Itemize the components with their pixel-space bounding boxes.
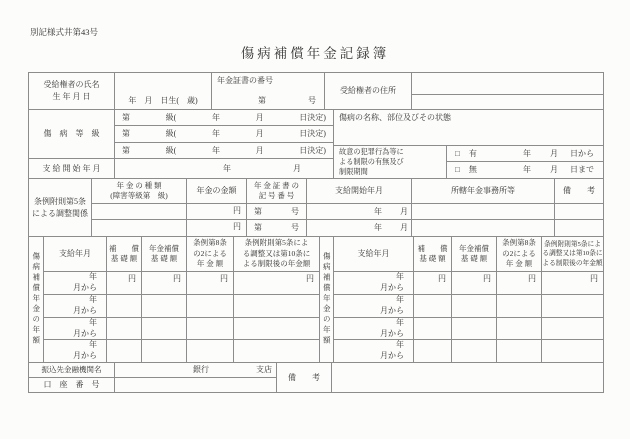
base-1: 補 償 <box>417 243 448 253</box>
grade-day-decided: 日決定) <box>299 129 326 138</box>
rt-row3-pbase <box>451 317 496 339</box>
adj-1: 条例附則第5条によ <box>544 240 601 248</box>
pension-vertical-label-right <box>319 236 333 362</box>
injury-grade-label-text: 傷 病 等 級 <box>43 129 100 138</box>
bank-name-label-text: 振込先金融機関名 <box>41 365 102 375</box>
amount-header-text: 年金の金額 <box>196 186 237 195</box>
grade-month: 月 <box>255 129 264 138</box>
grade-row-1 <box>114 109 333 125</box>
adj-2: る調整又は第10条に <box>242 248 311 258</box>
grade-dai: 第 <box>122 129 130 138</box>
grade-row-3 <box>114 142 333 158</box>
account-number-field <box>114 377 276 392</box>
payment-start-label-text: 支 給 開 始 年 月 <box>42 163 101 173</box>
year-label: 年 <box>396 340 404 350</box>
year-label: 年 <box>396 295 404 305</box>
restriction-to-year: 年 <box>523 165 531 174</box>
lt-header-art8 <box>186 236 233 271</box>
month-from-label: 月から <box>73 351 97 360</box>
restriction-no-row <box>446 161 603 178</box>
yen-unit: 円 <box>528 274 536 283</box>
crime-line-1: 故意の犯罪行為等に <box>339 147 404 156</box>
rt-row2-adjusted <box>541 294 603 317</box>
yes-label: 有 <box>468 148 477 158</box>
checkbox-yes-icon: □ <box>455 148 460 158</box>
adj-3: よる制限後の年金額 <box>242 259 311 269</box>
rt-row1-ym <box>333 271 413 294</box>
bottom-remarks-field <box>331 362 603 392</box>
address-field-line2 <box>411 94 603 109</box>
start-header-text: 支給開始年月 <box>335 186 383 195</box>
adj-2: る調整又は第10条に <box>542 250 603 258</box>
month-from-label: 月から <box>73 306 97 315</box>
adj-row2-start <box>306 219 411 236</box>
rt-row2-art8 <box>496 294 541 317</box>
month-label: 月 <box>400 223 408 232</box>
account-number-label <box>29 377 114 392</box>
rt-header-base <box>413 236 451 271</box>
disease-name-cell <box>333 109 603 145</box>
grade-day-decided: 日決定) <box>299 145 326 155</box>
disease-name-label: 傷病の名称、部位及びその状態 <box>339 113 451 122</box>
adj-1: 条例附則第5条によ <box>244 238 309 248</box>
rt-row4-ym <box>333 339 413 362</box>
rt-header-art8 <box>496 236 541 271</box>
bottom-remarks-label <box>276 362 331 392</box>
cert-go-label: 号 <box>308 96 316 105</box>
yen-unit: 円 <box>233 206 241 215</box>
recipient-birth-label: 生 年 月 日 <box>52 92 91 101</box>
adj-row1-start <box>306 203 411 219</box>
adj-row2-amount <box>186 219 246 236</box>
lt-header-pension-base <box>141 236 186 271</box>
yen-unit: 円 <box>483 274 491 283</box>
lt-row4-base <box>106 339 141 362</box>
rt-row1-art8 <box>496 271 541 294</box>
injury-grade-label <box>29 109 114 158</box>
recipient-name-label: 受給権者の氏名 <box>43 80 100 89</box>
rt-row3-ym <box>333 317 413 339</box>
header-remarks <box>554 178 603 203</box>
header-pension-amount <box>186 178 246 203</box>
restriction-day-to: 日まで <box>570 165 594 174</box>
kind-line-1: 年 金 の 種 類 <box>116 180 162 190</box>
restriction-yes-row <box>446 145 603 161</box>
rt-row1-pbase <box>451 271 496 294</box>
go-label: 号 <box>291 206 299 216</box>
yen-unit: 円 <box>233 222 241 231</box>
pay-ym-text: 支給年月 <box>357 249 390 258</box>
rt-row2-pbase <box>451 294 496 317</box>
lt-row1-ym <box>43 271 106 294</box>
adj-row1-amount <box>186 203 246 219</box>
month-from-label: 月から <box>380 283 404 292</box>
pbase-1: 年金補償 <box>459 243 489 253</box>
adj-row2-remarks <box>554 219 603 236</box>
adj-3: よる制限後の年金額 <box>542 259 603 267</box>
rt-header-pension-base <box>451 236 496 271</box>
rt-row4-pbase <box>451 339 496 362</box>
month-from-label: 月から <box>380 351 404 360</box>
lt-header-pay-ym <box>43 236 106 271</box>
lt-row2-adjusted <box>233 294 319 317</box>
yen-unit: 円 <box>438 274 446 283</box>
rt-row3-art8 <box>496 317 541 339</box>
art8-3: 年 金 額 <box>196 259 224 269</box>
art8-2: の2による <box>193 248 227 258</box>
payment-start-label <box>29 158 114 178</box>
yen-unit: 円 <box>590 274 598 283</box>
grade-dai: 第 <box>122 145 130 155</box>
rt-row1-adjusted <box>541 271 603 294</box>
rt-row4-art8 <box>496 339 541 362</box>
lt-row2-art8 <box>186 294 233 317</box>
year-label: 年 <box>374 206 382 216</box>
rt-row2-ym <box>333 294 413 317</box>
adj-row1-remarks <box>554 203 603 219</box>
lt-row2-base <box>106 294 141 317</box>
lt-header-base <box>106 236 141 271</box>
dai-label: 第 <box>254 206 262 216</box>
form-number: 別記様式井第43号 <box>30 27 99 37</box>
adjustment-label-1: 条例附則第5条 <box>34 196 86 206</box>
month-from-label: 月から <box>73 328 97 338</box>
checkbox-no-icon: □ <box>455 165 460 174</box>
base-2: 基 礎 額 <box>419 254 446 263</box>
adj-row1-certno <box>246 203 306 219</box>
grade-year: 年 <box>211 112 220 122</box>
restriction-day-from: 日から <box>570 148 594 158</box>
address-field-line1 <box>411 73 603 94</box>
dai-label: 第 <box>254 223 262 232</box>
rt-row4-base <box>413 339 451 362</box>
restriction-to-month: 月 <box>550 165 558 174</box>
month-label: 月 <box>400 206 408 216</box>
lt-row4-pbase <box>141 339 186 362</box>
lt-row3-art8 <box>186 317 233 339</box>
base-2: 基 礎 額 <box>110 254 138 263</box>
record-form <box>28 72 604 393</box>
restriction-from-month: 月 <box>550 148 558 158</box>
crime-restriction-label <box>333 145 446 178</box>
adj-row1-kind <box>91 203 186 219</box>
yen-unit: 円 <box>173 274 181 283</box>
restriction-from-year: 年 <box>523 148 531 158</box>
rt-row4-adjusted <box>541 339 603 362</box>
yen-unit: 円 <box>306 274 314 283</box>
pbase-2: 基 礎 額 <box>150 254 178 263</box>
kind-line-2: (障害等級第 級) <box>110 191 168 200</box>
art8-3: 年 金 額 <box>505 259 533 269</box>
recipient-name-birth-label <box>29 73 114 109</box>
header-office <box>411 178 554 203</box>
grade-open: 級( <box>165 145 177 155</box>
bank-name-field <box>114 362 276 377</box>
grade-year: 年 <box>211 145 220 155</box>
month-from-label: 月から <box>73 283 97 292</box>
pension-cert-number-cell <box>211 73 324 109</box>
cert-header-line-2: 記 号 番 号 <box>258 191 295 200</box>
pbase-1: 年金補償 <box>149 243 179 253</box>
lt-row1-art8 <box>186 271 233 294</box>
crime-line-2: よる制限の有無及び <box>339 157 404 166</box>
rt-header-adjusted <box>541 236 603 271</box>
branch-suffix: 支店 <box>256 365 272 374</box>
lt-row3-adjusted <box>233 317 319 339</box>
birth-date-template: 年 月 日生( 歳) <box>128 96 198 105</box>
cert-header-line-1: 年 金 証 書 の <box>254 180 299 190</box>
grade-year: 年 <box>211 129 220 138</box>
lt-row2-pbase <box>141 294 186 317</box>
payment-start-field <box>114 158 333 178</box>
header-cert-symbol <box>246 178 306 203</box>
rt-row3-base <box>413 317 451 339</box>
yen-unit: 円 <box>220 274 228 283</box>
grade-open: 級( <box>165 129 177 138</box>
lt-row3-pbase <box>141 317 186 339</box>
rt-row1-base <box>413 271 451 294</box>
lt-row3-ym <box>43 317 106 339</box>
lt-row2-ym <box>43 294 106 317</box>
year-label: 年 <box>374 223 382 232</box>
address-label <box>324 73 411 109</box>
lt-row4-ym <box>43 339 106 362</box>
bank-suffix: 銀行 <box>193 365 209 374</box>
lt-header-adjusted <box>233 236 319 271</box>
year-label: 年 <box>89 272 97 282</box>
year-label: 年 <box>89 340 97 350</box>
grade-row-2 <box>114 125 333 142</box>
year-label: 年 <box>89 317 97 327</box>
header-start-ym <box>306 178 411 203</box>
grade-month: 月 <box>255 112 264 122</box>
grade-open: 級( <box>165 112 177 122</box>
month-from-label: 月から <box>380 306 404 315</box>
adj-row1-office <box>411 203 554 219</box>
art8-2: の2による <box>502 248 536 258</box>
grade-month: 月 <box>255 145 264 155</box>
yen-unit: 円 <box>128 274 136 283</box>
header-pension-kind <box>91 178 186 203</box>
pension-vertical-label-left <box>29 236 43 362</box>
grade-day-decided: 日決定) <box>299 112 326 122</box>
vertical-label-text: 傷病補償年金の年額 <box>31 252 41 347</box>
adjustment-section-label <box>29 178 91 236</box>
lt-row4-art8 <box>186 339 233 362</box>
address-label-text: 受給権者の住所 <box>340 86 396 95</box>
crime-line-3: 制限期間 <box>339 168 368 177</box>
lt-row1-pbase <box>141 271 186 294</box>
account-number-label-text: 口 座 番 号 <box>43 380 100 389</box>
month-from-label: 月から <box>380 328 404 338</box>
lt-row4-adjusted <box>233 339 319 362</box>
rt-row2-base <box>413 294 451 317</box>
grade-dai: 第 <box>122 112 130 122</box>
rt-row3-adjusted <box>541 317 603 339</box>
base-1: 補 償 <box>109 243 139 253</box>
adj-row2-certno <box>246 219 306 236</box>
pension-cert-label: 年金証書の番号 <box>217 76 273 85</box>
pay-ym-text: 支給年月 <box>59 249 91 258</box>
year-label: 年 <box>396 272 404 282</box>
lt-row1-adjusted <box>233 271 319 294</box>
adj-row2-office <box>411 219 554 236</box>
year-label: 年 <box>89 295 97 305</box>
year-label: 年 <box>396 317 404 327</box>
art8-1: 条例第8条 <box>193 238 227 248</box>
lt-row1-base <box>106 271 141 294</box>
office-header-text: 所轄年金事務所等 <box>451 186 515 195</box>
cert-dai-label: 第 <box>258 96 266 105</box>
adjustment-label-2: による調整関係 <box>32 208 88 218</box>
bank-name-label <box>29 362 114 377</box>
birth-date-field <box>114 73 211 109</box>
art8-1: 条例第8条 <box>502 238 536 248</box>
no-label: 無 <box>468 165 477 174</box>
adj-row2-kind <box>91 219 186 236</box>
lt-row3-base <box>106 317 141 339</box>
vertical-label-text: 傷病補償年金の年額 <box>322 252 332 347</box>
remarks-header-text: 備 考 <box>563 186 595 195</box>
pbase-2: 基 礎 額 <box>460 254 488 263</box>
go-label: 号 <box>291 223 299 232</box>
pension-cert-number-field <box>212 96 324 106</box>
rt-header-pay-ym <box>333 236 413 271</box>
bottom-remarks-label-text: 備 考 <box>288 372 320 382</box>
start-year: 年 <box>223 163 231 173</box>
page-title: 傷病補償年金記録簿 <box>240 46 390 61</box>
start-month: 月 <box>293 163 301 173</box>
